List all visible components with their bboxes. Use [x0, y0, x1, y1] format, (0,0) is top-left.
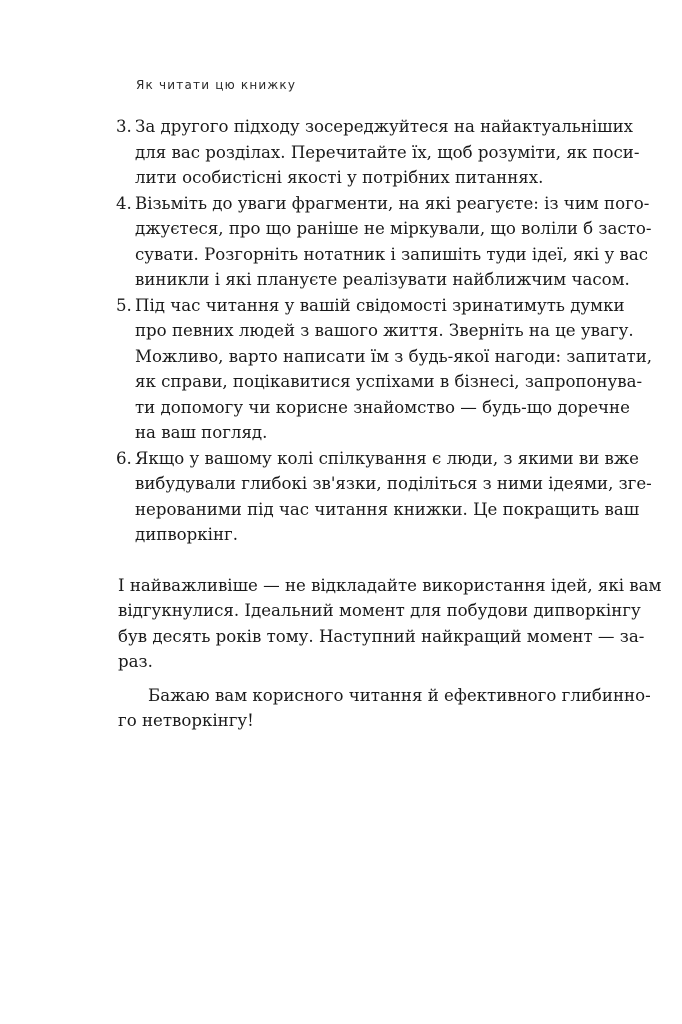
list-item-line: для вас розділах. Перечитайте їх, щоб розуміти, як поси- [135, 142, 640, 162]
list-item-line: сувати. Розгорніть нотатник і запишіть туди ідеї, які у вас [135, 244, 649, 264]
paragraph-line: раз. [118, 652, 153, 671]
list-item-line: як справи, поцікавитися успіхами в бізнесі, запропонува- [135, 372, 643, 391]
list-item-5 [116, 293, 653, 446]
list-item-line: джуєтеся, про що раніше не міркували, що воліли б засто- [135, 219, 652, 238]
list-number: 5. [116, 295, 132, 315]
paragraph-line: Бажаю вам корисного читання й ефективного глибинно- [148, 685, 651, 705]
list-item-line: нерованими під час читання книжки. Це покращить ваш [135, 499, 640, 519]
list-item-line: Під час читання у вашій свідомості зринатимуть думки [135, 295, 625, 315]
list-number: 3. [116, 117, 132, 136]
list-item-line: про певних людей з вашого життя. Зверніть на це увагу. [135, 321, 634, 340]
paragraph-line: І найважливіше — не відкладайте використання ідей, які вам [118, 575, 662, 595]
list-item-line: лити особистісні якості у потрібних питаннях. [135, 168, 544, 187]
running-head: Як читати цю книжку [136, 78, 297, 92]
list-item-line: на ваш погляд. [135, 423, 268, 442]
list-item-line: виникли і які плануєте реалізувати найближчим часом. [135, 270, 630, 289]
list-item-line: дипворкінг. [135, 525, 238, 544]
list-item-line: Можливо, варто написати їм з будь-якої нагоди: запитати, [135, 346, 653, 366]
paragraph-line: го нетворкінгу! [118, 711, 254, 730]
list-item-3 [116, 114, 640, 191]
list-item-line: Якщо у вашому колі спілкування є люди, з якими ви вже [135, 448, 639, 468]
list-item-6 [116, 446, 652, 548]
body-text [116, 114, 662, 734]
list-item-line: ти допомогу чи корисне знайомство — будь-що доречне [135, 397, 630, 417]
paragraph-line: був десять років тому. Наступний найкращий момент — за- [118, 626, 645, 646]
paragraph-line: відгукнулися. Ідеальний момент для побудови дипворкінгу [118, 601, 641, 620]
list-number: 6. [116, 448, 132, 468]
list-number: 4. [116, 193, 132, 213]
list-item-4 [116, 191, 652, 293]
list-item-line: За другого підходу зосереджуйтеся на найактуальніших [135, 117, 634, 136]
list-item-line: вибудували глибокі зв'язки, поділіться з ними ідеями, зге- [135, 474, 652, 493]
paragraph-most-important [118, 573, 662, 675]
paragraph-closing-wish [118, 683, 651, 734]
list-item-line: Візьміть до уваги фрагменти, на які реагуєте: із чим пого- [135, 193, 650, 213]
numbered-list [116, 114, 653, 548]
